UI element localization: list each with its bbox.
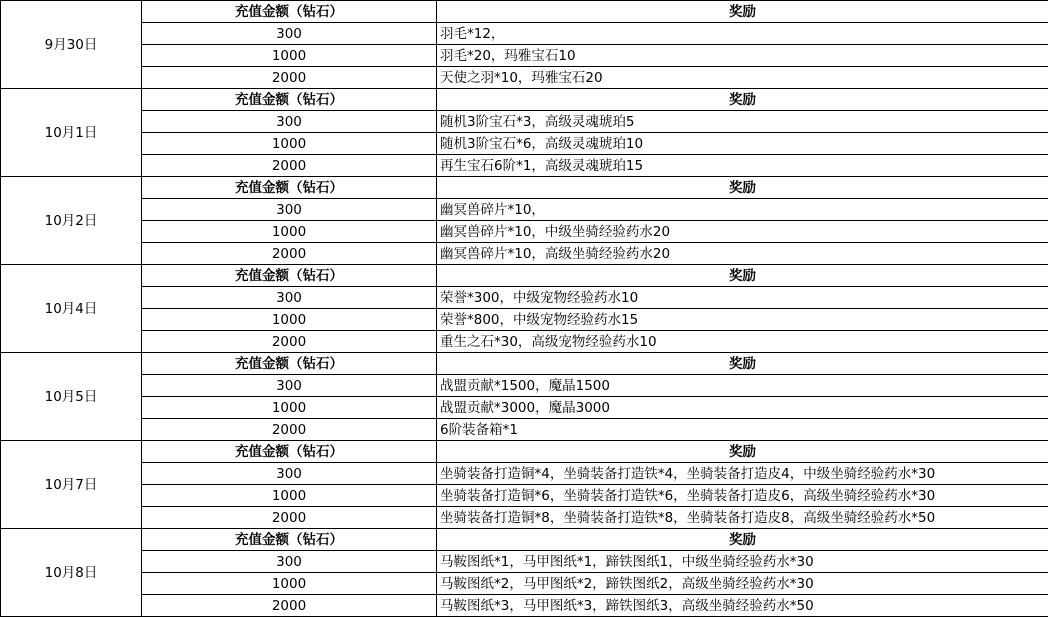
reward-cell[interactable]: 马鞍图纸*3，马甲图纸*3，蹄铁图纸3，高级坐骑经验药水*50: [437, 595, 1048, 617]
table-row: [1, 287, 1048, 309]
table-row: [1, 595, 1048, 617]
amount-cell[interactable]: 300: [142, 551, 437, 573]
reward-cell[interactable]: 6阶装备箱*1: [437, 419, 1048, 441]
reward-cell[interactable]: 幽冥兽碎片*10，: [437, 199, 1048, 221]
table-row: [1, 551, 1048, 573]
reward-cell[interactable]: 战盟贡献*1500，魔晶1500: [437, 375, 1048, 397]
reward-cell[interactable]: 幽冥兽碎片*10，中级坐骑经验药水20: [437, 221, 1048, 243]
table-row: [1, 243, 1048, 265]
date-cell[interactable]: 9月30日: [1, 1, 142, 89]
amount-cell[interactable]: 1000: [142, 573, 437, 595]
table-row: [1, 397, 1048, 419]
table-row: [1, 507, 1048, 529]
reward-cell[interactable]: 随机3阶宝石*3，高级灵魂琥珀5: [437, 111, 1048, 133]
header-row: [1, 265, 1048, 287]
reward-cell[interactable]: 荣誉*300，中级宠物经验药水10: [437, 287, 1048, 309]
reward-header[interactable]: 奖励: [437, 1, 1048, 23]
header-row: [1, 529, 1048, 551]
header-row: [1, 177, 1048, 199]
reward-cell[interactable]: 随机3阶宝石*6，高级灵魂琥珀10: [437, 133, 1048, 155]
date-cell[interactable]: 10月4日: [1, 265, 142, 353]
amount-header[interactable]: 充值金额（钻石）: [142, 353, 437, 375]
header-row: [1, 441, 1048, 463]
table-row: [1, 485, 1048, 507]
date-cell[interactable]: 10月1日: [1, 89, 142, 177]
table-row: [1, 199, 1048, 221]
amount-header[interactable]: 充值金额（钻石）: [142, 529, 437, 551]
table-row: [1, 111, 1048, 133]
reward-cell[interactable]: 重生之石*30，高级宠物经验药水10: [437, 331, 1048, 353]
amount-cell[interactable]: 2000: [142, 243, 437, 265]
amount-cell[interactable]: 300: [142, 23, 437, 45]
date-cell[interactable]: 10月8日: [1, 529, 142, 617]
reward-header[interactable]: 奖励: [437, 353, 1048, 375]
date-cell[interactable]: 10月5日: [1, 353, 142, 441]
amount-header[interactable]: 充值金额（钻石）: [142, 1, 437, 23]
header-row: [1, 353, 1048, 375]
reward-cell[interactable]: 再生宝石6阶*1，高级灵魂琥珀15: [437, 155, 1048, 177]
amount-cell[interactable]: 2000: [142, 595, 437, 617]
amount-cell[interactable]: 300: [142, 287, 437, 309]
reward-header[interactable]: 奖励: [437, 89, 1048, 111]
reward-cell[interactable]: 幽冥兽碎片*10，高级坐骑经验药水20: [437, 243, 1048, 265]
reward-header[interactable]: 奖励: [437, 177, 1048, 199]
amount-cell[interactable]: 1000: [142, 397, 437, 419]
reward-cell[interactable]: 荣誉*800，中级宠物经验药水15: [437, 309, 1048, 331]
amount-cell[interactable]: 1000: [142, 309, 437, 331]
amount-cell[interactable]: 300: [142, 111, 437, 133]
reward-header[interactable]: 奖励: [437, 529, 1048, 551]
date-cell[interactable]: 10月2日: [1, 177, 142, 265]
amount-header[interactable]: 充值金额（钻石）: [142, 89, 437, 111]
reward-cell[interactable]: 坐骑装备打造铜*6，坐骑装备打造铁*6，坐骑装备打造皮6，高级坐骑经验药水*30: [437, 485, 1048, 507]
table-row: [1, 463, 1048, 485]
amount-header[interactable]: 充值金额（钻石）: [142, 441, 437, 463]
table-row: [1, 375, 1048, 397]
table-row: [1, 309, 1048, 331]
amount-cell[interactable]: 2000: [142, 507, 437, 529]
reward-cell[interactable]: 羽毛*12，: [437, 23, 1048, 45]
table-row: [1, 133, 1048, 155]
reward-cell[interactable]: 天使之羽*10，玛雅宝石20: [437, 67, 1048, 89]
amount-cell[interactable]: 300: [142, 199, 437, 221]
reward-cell[interactable]: 战盟贡献*3000，魔晶3000: [437, 397, 1048, 419]
amount-cell[interactable]: 1000: [142, 133, 437, 155]
table-row: [1, 419, 1048, 441]
table-row: [1, 331, 1048, 353]
amount-cell[interactable]: 2000: [142, 331, 437, 353]
reward-cell[interactable]: 马鞍图纸*1，马甲图纸*1，蹄铁图纸1，中级坐骑经验药水*30: [437, 551, 1048, 573]
reward-cell[interactable]: 坐骑装备打造铜*8，坐骑装备打造铁*8，坐骑装备打造皮8，高级坐骑经验药水*50: [437, 507, 1048, 529]
amount-cell[interactable]: 2000: [142, 155, 437, 177]
amount-cell[interactable]: 1000: [142, 485, 437, 507]
amount-cell[interactable]: 2000: [142, 67, 437, 89]
amount-header[interactable]: 充值金额（钻石）: [142, 265, 437, 287]
amount-cell[interactable]: 1000: [142, 221, 437, 243]
reward-cell[interactable]: 马鞍图纸*2，马甲图纸*2，蹄铁图纸2，高级坐骑经验药水*30: [437, 573, 1048, 595]
header-row: [1, 89, 1048, 111]
table-row: [1, 67, 1048, 89]
header-row: [1, 1, 1048, 23]
table-row: [1, 23, 1048, 45]
reward-header[interactable]: 奖励: [437, 441, 1048, 463]
reward-header[interactable]: 奖励: [437, 265, 1048, 287]
reward-table-body: [1, 1, 1048, 617]
amount-cell[interactable]: 300: [142, 375, 437, 397]
table-row: [1, 573, 1048, 595]
amount-cell[interactable]: 2000: [142, 419, 437, 441]
reward-cell[interactable]: 坐骑装备打造铜*4，坐骑装备打造铁*4，坐骑装备打造皮4，中级坐骑经验药水*30: [437, 463, 1048, 485]
table-row: [1, 45, 1048, 67]
reward-cell[interactable]: 羽毛*20，玛雅宝石10: [437, 45, 1048, 67]
table-row: [1, 155, 1048, 177]
table-row: [1, 221, 1048, 243]
date-cell[interactable]: 10月7日: [1, 441, 142, 529]
amount-cell[interactable]: 1000: [142, 45, 437, 67]
amount-header[interactable]: 充值金额（钻石）: [142, 177, 437, 199]
amount-cell[interactable]: 300: [142, 463, 437, 485]
